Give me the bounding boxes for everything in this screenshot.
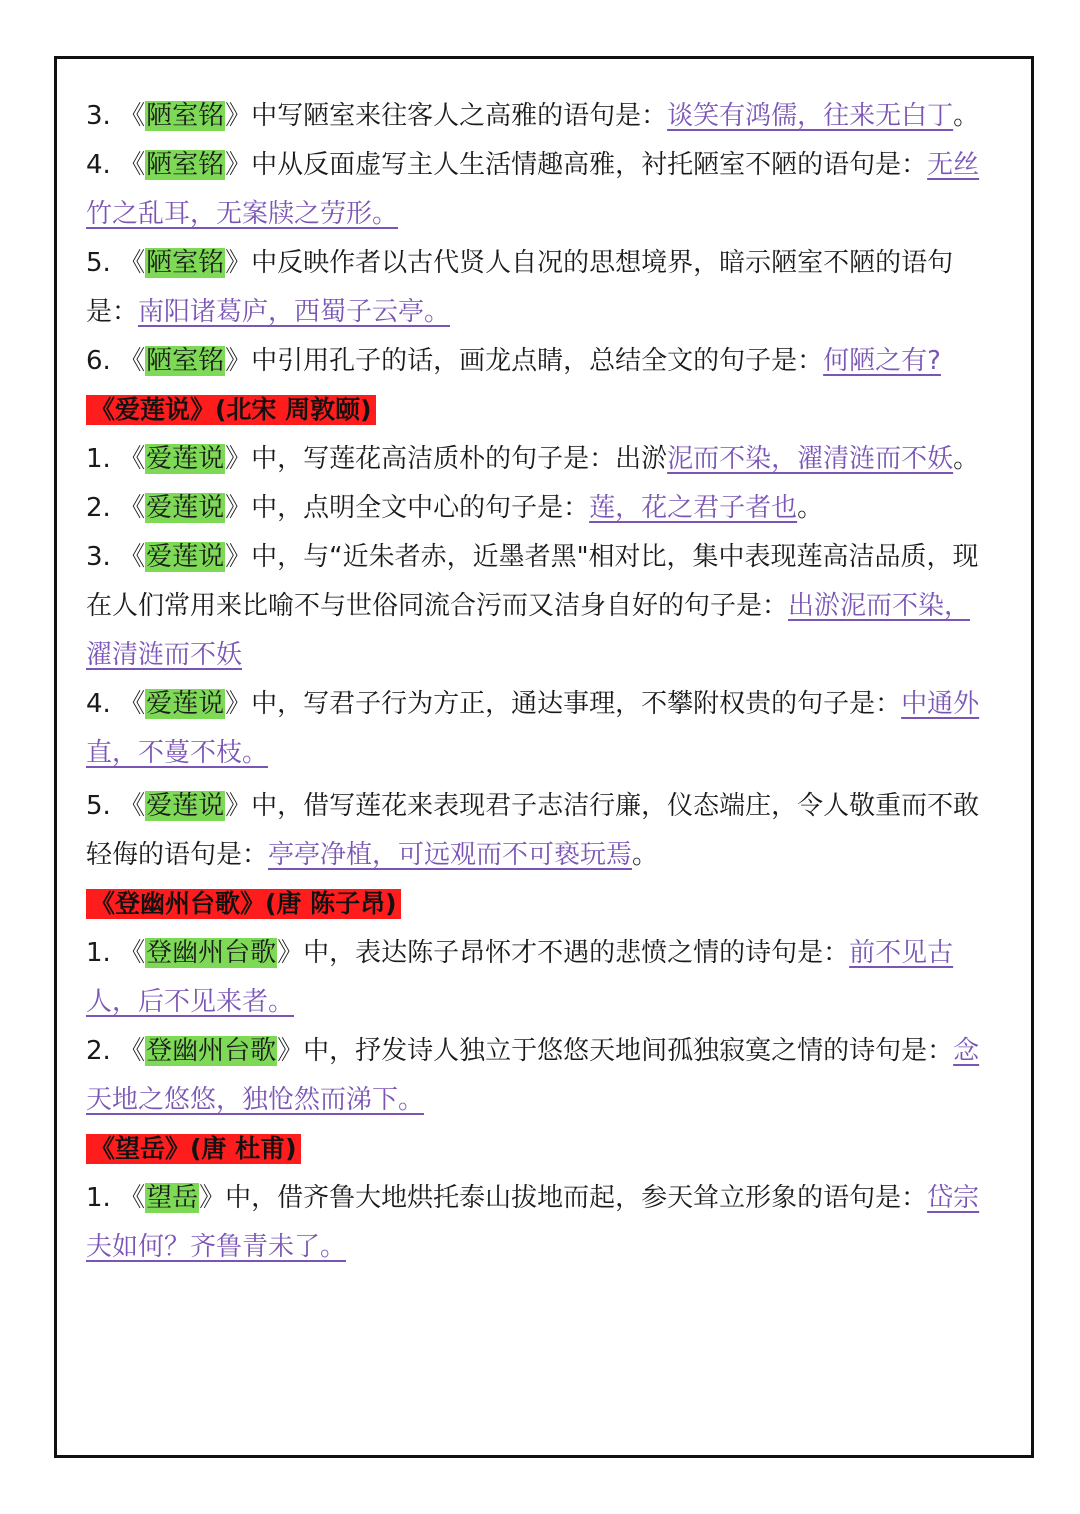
work-title: 望岳: [146, 1183, 199, 1213]
work-title: 爱莲说: [146, 444, 225, 474]
question-ailian-5: 5. 《爱莲说》中，借写莲花来表现君子志洁行廉，仪态端庄，令人敬重而不敢轻侮的语句是：亭亭净植，可远观而不可亵玩焉。: [86, 791, 980, 870]
section-heading-ailianshuo: 《爱莲说》(北宋 周敦颐): [86, 395, 376, 425]
question-loushi-6: 6. 《陋室铭》中引用孔子的话，画龙点睛，总结全文的句子是：何陋之有?: [86, 346, 941, 376]
question-ailian-4: 4. 《爱莲说》中，写君子行为方正，通达事理，不攀附权贵的句子是：中通外直，不蔓不枝。: [86, 689, 980, 768]
document-body: [86, 92, 996, 1272]
work-title: 登幽州台歌: [146, 1036, 277, 1066]
question-loushi-4: 4. 《陋室铭》中从反面虚写主人生活情趣高雅，衬托陋室不陋的语句是：无丝竹之乱耳，无案牍之劳形。: [86, 150, 980, 229]
work-title: 爱莲说: [146, 791, 225, 821]
question-loushi-5: 5. 《陋室铭》中反映作者以古代贤人自况的思想境界，暗示陋室不陋的语句是：南阳诸葛庐，西蜀子云亭。: [86, 248, 954, 327]
section-heading-dengyouzhoutaige: 《登幽州台歌》(唐 陈子昂): [86, 889, 401, 919]
work-title: 爱莲说: [146, 493, 225, 523]
work-title: 爱莲说: [146, 689, 225, 719]
answer-text: 莲，花之君子者也: [589, 493, 798, 523]
answer-text: 无丝竹之乱耳，无案牍之劳形。: [86, 150, 980, 229]
answer-text: 出淤泥而不染，濯清涟而不妖: [86, 591, 971, 670]
answer-text: 泥而不染，濯清涟而不妖: [667, 444, 954, 474]
work-title: 爱莲说: [146, 542, 225, 572]
question-ailian-2: 2. 《爱莲说》中，点明全文中心的句子是：莲，花之君子者也。: [86, 493, 824, 523]
answer-text: 岱宗夫如何？齐鲁青未了。: [86, 1183, 980, 1262]
work-title: 陋室铭: [146, 150, 225, 180]
answer-text: 亭亭净植，可远观而不可亵玩焉: [268, 840, 633, 870]
question-ailian-1: 1. 《爱莲说》中，写莲花高洁质朴的句子是：出淤泥而不染，濯清涟而不妖。: [86, 444, 980, 474]
question-loushi-3: 3. 《陋室铭》中写陋室来往客人之高雅的语句是：谈笑有鸿儒，往来无白丁。: [86, 101, 980, 131]
answer-text: 中通外直，不蔓不枝。: [86, 689, 980, 768]
section-heading-wangyue: 《望岳》(唐 杜甫): [86, 1134, 301, 1164]
question-wangyue-1: 1. 《望岳》中，借齐鲁大地烘托泰山拔地而起，参天耸立形象的语句是：岱宗夫如何？齐鲁青未了。: [86, 1183, 980, 1262]
work-title: 陋室铭: [146, 346, 225, 376]
question-ailian-3: 3. 《爱莲说》中，与“近朱者赤，近墨者黑"相对比，集中表现莲高洁品质，现在人们常用来比喻不与世俗同流合污而又洁身自好的句子是：出淤泥而不染，濯清涟而不妖: [86, 542, 979, 670]
answer-text: 念天地之悠悠，独怆然而涕下。: [86, 1036, 980, 1115]
answer-text: 前不见古人，后不见来者。: [86, 938, 954, 1017]
work-title: 陋室铭: [146, 101, 225, 131]
question-dengyou-1: 1. 《登幽州台歌》中，表达陈子昂怀才不遇的悲愤之情的诗句是：前不见古人，后不见来者。: [86, 938, 954, 1017]
question-dengyou-2: 2. 《登幽州台歌》中，抒发诗人独立于悠悠天地间孤独寂寞之情的诗句是：念天地之悠悠，独怆然而涕下。: [86, 1036, 980, 1115]
answer-text: 南阳诸葛庐，西蜀子云亭。: [138, 297, 451, 327]
work-title: 陋室铭: [146, 248, 225, 278]
work-title: 登幽州台歌: [146, 938, 277, 968]
answer-text: 谈笑有鸿儒，往来无白丁: [667, 101, 954, 131]
answer-text: 何陋之有?: [823, 346, 941, 376]
